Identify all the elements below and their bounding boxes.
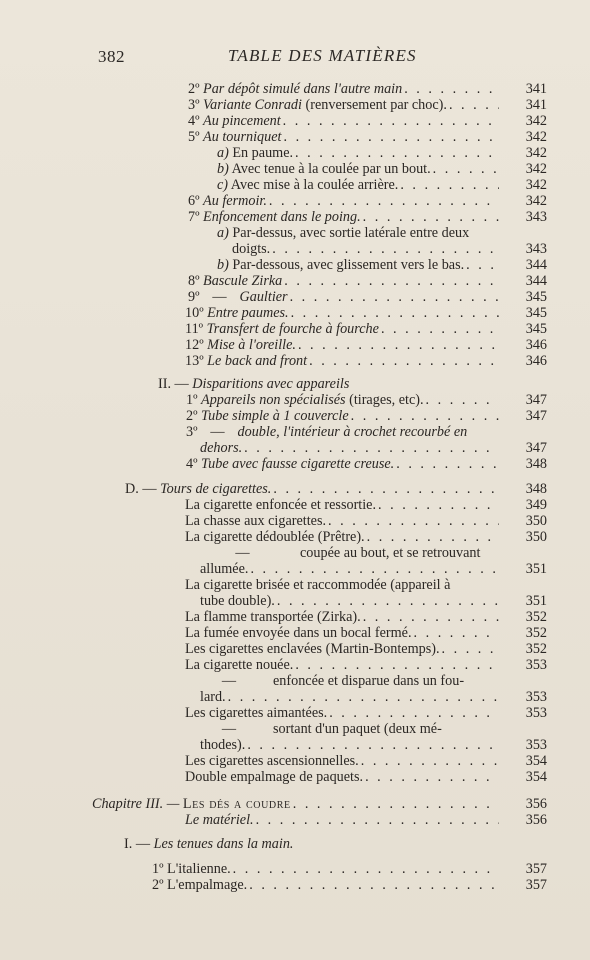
entry-page: 353 (525, 737, 547, 753)
entry-title: Par-dessous, avec glissement vers le bas. (232, 257, 465, 273)
ditto-dash: — (212, 289, 227, 305)
toc-entry (186, 424, 547, 440)
entry-title: Tube simple à 1 couvercle (201, 408, 349, 424)
entry-number: 13º (185, 353, 204, 369)
entry-number: a) (217, 225, 229, 241)
entry-title: Les cigarettes aimantées. (185, 705, 328, 721)
ditto-dash: — (221, 673, 237, 689)
toc-entry (185, 497, 547, 513)
entry-page: 342 (525, 113, 547, 129)
section-heading (124, 836, 547, 852)
entry-title: Entre paumes. (207, 305, 289, 321)
toc-entry (152, 877, 547, 893)
entry-number: 10º (185, 305, 204, 321)
entry-title: Transfert de fourche à fourche (206, 321, 379, 337)
entry-page: 347 (525, 392, 547, 408)
entry-page: 342 (525, 161, 547, 177)
entry-title: enfoncée et disparue dans un fou- (273, 673, 465, 689)
entry-number: 2º (186, 408, 198, 424)
toc-entry (185, 609, 547, 625)
entry-title: L'empalmage. (167, 877, 248, 893)
entry-note: (tirages, etc). (349, 392, 424, 408)
ditto-dash: — (210, 424, 225, 440)
toc-entry (217, 257, 547, 273)
entry-title: La flamme transportée (Zirka). (185, 609, 361, 625)
entry-number: 4º (188, 113, 200, 129)
section-number: I. — (124, 836, 151, 852)
entry-title: Le back and front (207, 353, 308, 369)
toc-entry (185, 705, 547, 721)
entry-page: 344 (525, 273, 547, 289)
toc-entry (188, 81, 547, 97)
ditto-dash: — (221, 721, 237, 737)
entry-page: 357 (525, 877, 547, 893)
entry-number: 6º (188, 193, 200, 209)
entry-title: La cigarette dédoublée (Prêtre). (185, 529, 365, 545)
entry-number: 4º (186, 456, 198, 472)
toc-entry (188, 209, 547, 225)
entry-number: 8º (188, 273, 200, 289)
entry-number: 7º (188, 209, 200, 225)
toc-entry (188, 113, 547, 129)
entry-number: 1º (186, 392, 198, 408)
entry-title: allumée. (200, 561, 249, 577)
entry-number: 12º (185, 337, 204, 353)
entry-title: Double empalmage de paquets. (185, 769, 364, 785)
entry-number: 2º (152, 877, 164, 893)
entry-page: 343 (525, 241, 547, 257)
entry-page: 352 (525, 609, 547, 625)
entry-page: 350 (525, 529, 547, 545)
page-number: 382 (98, 47, 125, 66)
toc-entry (185, 545, 547, 561)
toc-entry (185, 305, 547, 321)
ditto-dash: — (235, 545, 250, 561)
entry-title: double, l'intérieur à crochet recourbé en (237, 424, 468, 440)
entry-number: c) (217, 177, 229, 193)
toc-entry (185, 641, 547, 657)
entry-page: 351 (525, 561, 547, 577)
entry-title: dehors. (200, 440, 243, 456)
toc-entry (185, 753, 547, 769)
toc-entry (186, 408, 547, 424)
toc-entry (152, 861, 547, 877)
toc-entry (185, 321, 547, 337)
entry-page: 341 (525, 81, 547, 97)
toc-entry (188, 97, 547, 113)
section-title: Les tenues dans la main. (153, 836, 294, 852)
toc-entry (185, 529, 547, 545)
entry-title: coupée au bout, et se retrouvant (300, 545, 481, 561)
toc-entry (217, 161, 547, 177)
entry-page: 356 (525, 812, 547, 828)
entry-page: 345 (525, 321, 547, 337)
toc-entry (185, 625, 547, 641)
section-heading (125, 481, 547, 497)
toc-entry (186, 392, 547, 408)
chapter-title: Les dés a coudre (182, 796, 291, 812)
entry-title: La cigarette brisée et raccommodée (appareil à (185, 577, 451, 593)
entry-page: 341 (525, 97, 547, 113)
entry-number: 5º (188, 129, 200, 145)
chapter-number: Chapitre III. — (92, 796, 180, 812)
entry-title: Variante Conradi (203, 97, 302, 113)
chapter-heading (92, 796, 547, 812)
toc-entry (185, 673, 547, 689)
section-title: Tours de cigarettes. (160, 481, 272, 497)
entry-number: 3º (188, 97, 200, 113)
entry-title: tube double). (200, 593, 275, 609)
entry-note: (renversement par choc). (305, 97, 447, 113)
entry-title: lard. (200, 689, 226, 705)
entry-page: 342 (525, 145, 547, 161)
entry-number: 9º (188, 289, 200, 305)
toc-entry (217, 177, 547, 193)
entry-title: L'italienne. (167, 861, 231, 877)
toc-entry (200, 593, 547, 609)
entry-page: 345 (525, 305, 547, 321)
entry-title: Au tourniquet (203, 129, 282, 145)
entry-page: 342 (525, 177, 547, 193)
entry-number: 3º (186, 424, 198, 440)
entry-title: Les cigarettes enclavées (Martin-Bontemps). (185, 641, 440, 657)
entry-page: 353 (525, 657, 547, 673)
entry-page: 347 (525, 408, 547, 424)
section-number: II. — (158, 376, 189, 392)
section-title: Disparitions avec appareils (192, 376, 350, 392)
toc-entry (217, 145, 547, 161)
entry-title: Enfoncement dans le poing. (203, 209, 361, 225)
toc-entry (232, 241, 547, 257)
toc-entry (185, 769, 547, 785)
entry-title: Gaultier (239, 289, 288, 305)
toc-entry (185, 337, 547, 353)
toc-entry (200, 440, 547, 456)
entry-title: Par-dessus, avec sortie latérale entre deux (232, 225, 470, 241)
entry-page: 352 (525, 641, 547, 657)
entry-title: Au fermoir. (203, 193, 267, 209)
entry-title: sortant d'un paquet (deux mé- (273, 721, 442, 737)
section-number: D. — (125, 481, 157, 497)
toc-entry (188, 193, 547, 209)
entry-page: 348 (525, 481, 547, 497)
entry-title: Avec mise à la coulée arrière. (230, 177, 399, 193)
toc-entry (188, 289, 547, 305)
entry-page: 350 (525, 513, 547, 529)
entry-title: Tube avec fausse cigarette creuse. (201, 456, 395, 472)
toc-entry (185, 812, 547, 828)
entry-number: b) (217, 257, 229, 273)
toc-entry (188, 273, 547, 289)
entry-number: 2º (188, 81, 200, 97)
toc-entry (188, 129, 547, 145)
entry-page: 353 (525, 705, 547, 721)
entry-number: a) (217, 145, 229, 161)
entry-page: 354 (525, 753, 547, 769)
entry-page: 342 (525, 129, 547, 145)
entry-page: 353 (525, 689, 547, 705)
running-title: TABLE DES MATIÈRES (228, 46, 417, 65)
entry-page: 347 (525, 440, 547, 456)
entry-number: b) (217, 161, 229, 177)
entry-page: 344 (525, 257, 547, 273)
entry-page: 346 (525, 337, 547, 353)
entry-title: La cigarette enfoncée et ressortie. (185, 497, 377, 513)
entry-page: 356 (525, 796, 547, 812)
toc-entry (185, 577, 547, 593)
entry-title: La cigarette nouée. (185, 657, 294, 673)
entry-title: Mise à l'oreille. (207, 337, 296, 353)
toc-entry (186, 456, 547, 472)
entry-page: 348 (525, 456, 547, 472)
entry-title: Les cigarettes ascensionnelles. (185, 753, 359, 769)
entry-page: 343 (525, 209, 547, 225)
entry-title: Par dépôt simulé dans l'autre main (203, 81, 403, 97)
section-heading (158, 376, 547, 392)
entry-title: doigts. (232, 241, 271, 257)
toc-entry (200, 689, 547, 705)
toc-entry (217, 225, 547, 241)
entry-page: 345 (525, 289, 547, 305)
entry-page: 352 (525, 625, 547, 641)
entry-title: La fumée envoyée dans un bocal fermé. (185, 625, 412, 641)
toc-entry (185, 657, 547, 673)
entry-page: 354 (525, 769, 547, 785)
toc-entry (200, 561, 547, 577)
toc-entry (185, 513, 547, 529)
entry-title: En paume. (232, 145, 294, 161)
entry-title: Avec tenue à la coulée par un bout. (231, 161, 431, 177)
entry-page: 342 (525, 193, 547, 209)
entry-number: 1º (152, 861, 164, 877)
toc-entry (185, 721, 547, 737)
entry-title: Appareils non spécialisés (201, 392, 346, 408)
entry-number: 11º (185, 321, 204, 337)
entry-title: La chasse aux cigarettes. (185, 513, 327, 529)
entry-page: 351 (525, 593, 547, 609)
toc-entry (185, 353, 547, 369)
entry-title: thodes). (200, 737, 246, 753)
entry-page: 357 (525, 861, 547, 877)
entry-title: Le matériel. (185, 812, 254, 828)
entry-title: Au pincement (203, 113, 281, 129)
entry-page: 349 (525, 497, 547, 513)
entry-title: Bascule Zirka (203, 273, 283, 289)
entry-page: 346 (525, 353, 547, 369)
toc-entry (200, 737, 547, 753)
